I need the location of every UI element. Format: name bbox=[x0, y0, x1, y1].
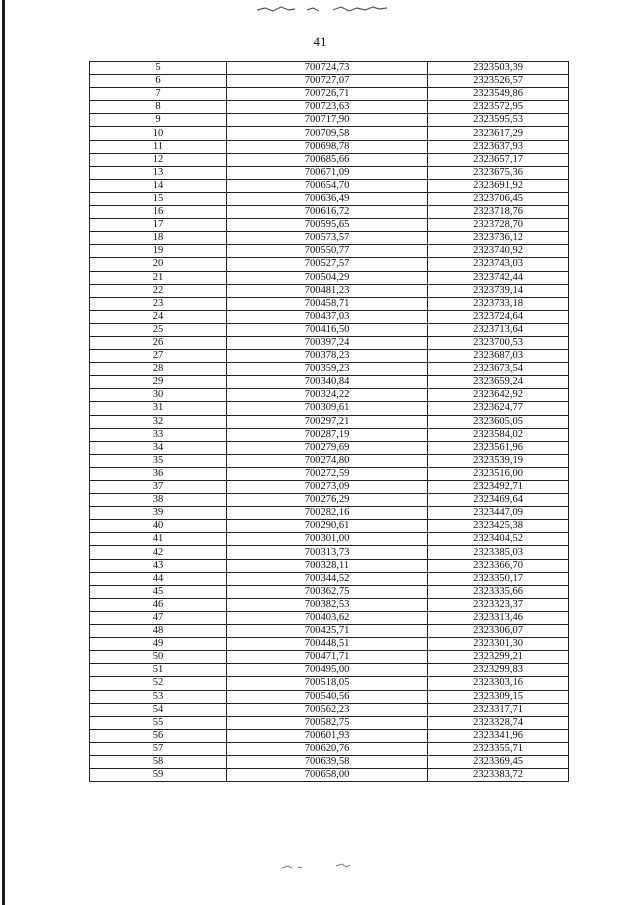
point-number-cell: 52 bbox=[90, 677, 227, 690]
table-row bbox=[90, 350, 569, 363]
point-number-cell: 11 bbox=[90, 140, 227, 153]
point-number-cell: 38 bbox=[90, 494, 227, 507]
point-number-cell: 41 bbox=[90, 533, 227, 546]
point-number-cell: 5 bbox=[90, 62, 227, 75]
scan-artifact-bottom bbox=[280, 858, 360, 872]
point-number-cell: 12 bbox=[90, 153, 227, 166]
table-row bbox=[90, 769, 569, 782]
y-coordinate-cell: 2323469,64 bbox=[428, 494, 569, 507]
table-row bbox=[90, 428, 569, 441]
point-number-cell: 18 bbox=[90, 232, 227, 245]
y-coordinate-cell: 2323673,54 bbox=[428, 363, 569, 376]
x-coordinate-cell: 700495,00 bbox=[227, 664, 428, 677]
point-number-cell: 53 bbox=[90, 690, 227, 703]
table-row bbox=[90, 140, 569, 153]
table-row bbox=[90, 297, 569, 310]
x-coordinate-cell: 700279,69 bbox=[227, 441, 428, 454]
y-coordinate-cell: 2323383,72 bbox=[428, 769, 569, 782]
point-number-cell: 6 bbox=[90, 75, 227, 88]
y-coordinate-cell: 2323718,76 bbox=[428, 206, 569, 219]
y-coordinate-cell: 2323526,57 bbox=[428, 75, 569, 88]
table-row bbox=[90, 389, 569, 402]
y-coordinate-cell: 2323617,29 bbox=[428, 127, 569, 140]
table-row bbox=[90, 755, 569, 768]
x-coordinate-cell: 700471,71 bbox=[227, 651, 428, 664]
x-coordinate-cell: 700601,93 bbox=[227, 729, 428, 742]
point-number-cell: 40 bbox=[90, 520, 227, 533]
y-coordinate-cell: 2323323,37 bbox=[428, 598, 569, 611]
x-coordinate-cell: 700639,58 bbox=[227, 755, 428, 768]
y-coordinate-cell: 2323561,96 bbox=[428, 441, 569, 454]
table-row bbox=[90, 258, 569, 271]
table-row bbox=[90, 166, 569, 179]
page-number: 41 bbox=[313, 34, 327, 49]
table-row bbox=[90, 546, 569, 559]
table-row bbox=[90, 520, 569, 533]
x-coordinate-cell: 700340,84 bbox=[227, 376, 428, 389]
table-row bbox=[90, 638, 569, 651]
table-row bbox=[90, 533, 569, 546]
table-row bbox=[90, 101, 569, 114]
y-coordinate-cell: 2323385,03 bbox=[428, 546, 569, 559]
scan-artifact-top bbox=[255, 4, 395, 14]
y-coordinate-cell: 2323503,39 bbox=[428, 62, 569, 75]
point-number-cell: 46 bbox=[90, 598, 227, 611]
y-coordinate-cell: 2323303,16 bbox=[428, 677, 569, 690]
x-coordinate-cell: 700636,49 bbox=[227, 192, 428, 205]
table-row bbox=[90, 454, 569, 467]
x-coordinate-cell: 700287,19 bbox=[227, 428, 428, 441]
x-coordinate-cell: 700727,07 bbox=[227, 75, 428, 88]
x-coordinate-cell: 700403,62 bbox=[227, 611, 428, 624]
x-coordinate-cell: 700726,71 bbox=[227, 88, 428, 101]
y-coordinate-cell: 2323675,36 bbox=[428, 166, 569, 179]
x-coordinate-cell: 700458,71 bbox=[227, 297, 428, 310]
point-number-cell: 47 bbox=[90, 611, 227, 624]
table-row bbox=[90, 271, 569, 284]
point-number-cell: 37 bbox=[90, 481, 227, 494]
y-coordinate-cell: 2323637,93 bbox=[428, 140, 569, 153]
y-coordinate-cell: 2323740,92 bbox=[428, 245, 569, 258]
x-coordinate-cell: 700276,29 bbox=[227, 494, 428, 507]
y-coordinate-cell: 2323306,07 bbox=[428, 625, 569, 638]
x-coordinate-cell: 700378,23 bbox=[227, 350, 428, 363]
y-coordinate-cell: 2323691,92 bbox=[428, 179, 569, 192]
point-number-cell: 23 bbox=[90, 297, 227, 310]
y-coordinate-cell: 2323595,53 bbox=[428, 114, 569, 127]
x-coordinate-cell: 700671,09 bbox=[227, 166, 428, 179]
x-coordinate-cell: 700654,70 bbox=[227, 179, 428, 192]
y-coordinate-cell: 2323742,44 bbox=[428, 271, 569, 284]
x-coordinate-cell: 700582,75 bbox=[227, 716, 428, 729]
point-number-cell: 17 bbox=[90, 219, 227, 232]
table-row bbox=[90, 179, 569, 192]
point-number-cell: 16 bbox=[90, 206, 227, 219]
x-coordinate-cell: 700382,53 bbox=[227, 598, 428, 611]
coordinates-table-body bbox=[90, 62, 569, 782]
x-coordinate-cell: 700425,71 bbox=[227, 625, 428, 638]
table-row bbox=[90, 664, 569, 677]
table-row bbox=[90, 585, 569, 598]
table-row bbox=[90, 127, 569, 140]
table-row bbox=[90, 651, 569, 664]
x-coordinate-cell: 700540,56 bbox=[227, 690, 428, 703]
point-number-cell: 58 bbox=[90, 755, 227, 768]
table-row bbox=[90, 310, 569, 323]
point-number-cell: 27 bbox=[90, 350, 227, 363]
table-row bbox=[90, 88, 569, 101]
y-coordinate-cell: 2323739,14 bbox=[428, 284, 569, 297]
y-coordinate-cell: 2323687,03 bbox=[428, 350, 569, 363]
x-coordinate-cell: 700481,23 bbox=[227, 284, 428, 297]
y-coordinate-cell: 2323706,45 bbox=[428, 192, 569, 205]
x-coordinate-cell: 700620,76 bbox=[227, 742, 428, 755]
table-row bbox=[90, 114, 569, 127]
point-number-cell: 59 bbox=[90, 769, 227, 782]
table-row bbox=[90, 441, 569, 454]
point-number-cell: 14 bbox=[90, 179, 227, 192]
y-coordinate-cell: 2323743,03 bbox=[428, 258, 569, 271]
y-coordinate-cell: 2323700,53 bbox=[428, 336, 569, 349]
table-row bbox=[90, 572, 569, 585]
y-coordinate-cell: 2323605,05 bbox=[428, 415, 569, 428]
point-number-cell: 28 bbox=[90, 363, 227, 376]
x-coordinate-cell: 700658,00 bbox=[227, 769, 428, 782]
table-row bbox=[90, 703, 569, 716]
point-number-cell: 19 bbox=[90, 245, 227, 258]
point-number-cell: 54 bbox=[90, 703, 227, 716]
point-number-cell: 56 bbox=[90, 729, 227, 742]
point-number-cell: 13 bbox=[90, 166, 227, 179]
table-row bbox=[90, 677, 569, 690]
point-number-cell: 20 bbox=[90, 258, 227, 271]
x-coordinate-cell: 700272,59 bbox=[227, 467, 428, 480]
x-coordinate-cell: 700724,73 bbox=[227, 62, 428, 75]
y-coordinate-cell: 2323317,71 bbox=[428, 703, 569, 716]
x-coordinate-cell: 700328,11 bbox=[227, 559, 428, 572]
y-coordinate-cell: 2323539,19 bbox=[428, 454, 569, 467]
point-number-cell: 55 bbox=[90, 716, 227, 729]
point-number-cell: 26 bbox=[90, 336, 227, 349]
y-coordinate-cell: 2323299,21 bbox=[428, 651, 569, 664]
point-number-cell: 44 bbox=[90, 572, 227, 585]
x-coordinate-cell: 700301,00 bbox=[227, 533, 428, 546]
x-coordinate-cell: 700397,24 bbox=[227, 336, 428, 349]
point-number-cell: 15 bbox=[90, 192, 227, 205]
table-row bbox=[90, 206, 569, 219]
table-row bbox=[90, 363, 569, 376]
table-row bbox=[90, 729, 569, 742]
point-number-cell: 22 bbox=[90, 284, 227, 297]
point-number-cell: 30 bbox=[90, 389, 227, 402]
table-row bbox=[90, 507, 569, 520]
y-coordinate-cell: 2323355,71 bbox=[428, 742, 569, 755]
y-coordinate-cell: 2323369,45 bbox=[428, 755, 569, 768]
point-number-cell: 9 bbox=[90, 114, 227, 127]
y-coordinate-cell: 2323447,09 bbox=[428, 507, 569, 520]
x-coordinate-cell: 700709,58 bbox=[227, 127, 428, 140]
y-coordinate-cell: 2323299,83 bbox=[428, 664, 569, 677]
point-number-cell: 7 bbox=[90, 88, 227, 101]
y-coordinate-cell: 2323350,17 bbox=[428, 572, 569, 585]
point-number-cell: 34 bbox=[90, 441, 227, 454]
y-coordinate-cell: 2323341,96 bbox=[428, 729, 569, 742]
x-coordinate-cell: 700723,63 bbox=[227, 101, 428, 114]
table-row bbox=[90, 742, 569, 755]
point-number-cell: 21 bbox=[90, 271, 227, 284]
y-coordinate-cell: 2323366,70 bbox=[428, 559, 569, 572]
x-coordinate-cell: 700685,66 bbox=[227, 153, 428, 166]
table-row bbox=[90, 245, 569, 258]
x-coordinate-cell: 700282,16 bbox=[227, 507, 428, 520]
y-coordinate-cell: 2323657,17 bbox=[428, 153, 569, 166]
point-number-cell: 33 bbox=[90, 428, 227, 441]
y-coordinate-cell: 2323516,00 bbox=[428, 467, 569, 480]
point-number-cell: 51 bbox=[90, 664, 227, 677]
x-coordinate-cell: 700290,61 bbox=[227, 520, 428, 533]
point-number-cell: 8 bbox=[90, 101, 227, 114]
point-number-cell: 24 bbox=[90, 310, 227, 323]
x-coordinate-cell: 700416,50 bbox=[227, 323, 428, 336]
y-coordinate-cell: 2323624,77 bbox=[428, 402, 569, 415]
point-number-cell: 29 bbox=[90, 376, 227, 389]
x-coordinate-cell: 700313,73 bbox=[227, 546, 428, 559]
x-coordinate-cell: 700616,72 bbox=[227, 206, 428, 219]
point-number-cell: 43 bbox=[90, 559, 227, 572]
x-coordinate-cell: 700573,57 bbox=[227, 232, 428, 245]
x-coordinate-cell: 700362,75 bbox=[227, 585, 428, 598]
point-number-cell: 50 bbox=[90, 651, 227, 664]
y-coordinate-cell: 2323659,24 bbox=[428, 376, 569, 389]
scan-left-edge bbox=[2, 0, 5, 905]
point-number-cell: 36 bbox=[90, 467, 227, 480]
table-row bbox=[90, 467, 569, 480]
y-coordinate-cell: 2323584,02 bbox=[428, 428, 569, 441]
y-coordinate-cell: 2323425,38 bbox=[428, 520, 569, 533]
x-coordinate-cell: 700717,90 bbox=[227, 114, 428, 127]
point-number-cell: 42 bbox=[90, 546, 227, 559]
table-row bbox=[90, 323, 569, 336]
table-row bbox=[90, 232, 569, 245]
point-number-cell: 35 bbox=[90, 454, 227, 467]
x-coordinate-cell: 700527,57 bbox=[227, 258, 428, 271]
table-row bbox=[90, 219, 569, 232]
table-row bbox=[90, 690, 569, 703]
y-coordinate-cell: 2323736,12 bbox=[428, 232, 569, 245]
x-coordinate-cell: 700698,78 bbox=[227, 140, 428, 153]
table-row bbox=[90, 153, 569, 166]
x-coordinate-cell: 700297,21 bbox=[227, 415, 428, 428]
x-coordinate-cell: 700273,09 bbox=[227, 481, 428, 494]
point-number-cell: 45 bbox=[90, 585, 227, 598]
table-row bbox=[90, 611, 569, 624]
table-row bbox=[90, 559, 569, 572]
x-coordinate-cell: 700344,52 bbox=[227, 572, 428, 585]
y-coordinate-cell: 2323642,92 bbox=[428, 389, 569, 402]
table-row bbox=[90, 494, 569, 507]
x-coordinate-cell: 700437,03 bbox=[227, 310, 428, 323]
x-coordinate-cell: 700274,80 bbox=[227, 454, 428, 467]
x-coordinate-cell: 700448,51 bbox=[227, 638, 428, 651]
table-row bbox=[90, 625, 569, 638]
y-coordinate-cell: 2323328,74 bbox=[428, 716, 569, 729]
x-coordinate-cell: 700504,29 bbox=[227, 271, 428, 284]
y-coordinate-cell: 2323713,64 bbox=[428, 323, 569, 336]
point-number-cell: 57 bbox=[90, 742, 227, 755]
table-row bbox=[90, 402, 569, 415]
x-coordinate-cell: 700309,61 bbox=[227, 402, 428, 415]
table-row bbox=[90, 192, 569, 205]
table-row bbox=[90, 62, 569, 75]
y-coordinate-cell: 2323309,15 bbox=[428, 690, 569, 703]
table-row bbox=[90, 284, 569, 297]
point-number-cell: 31 bbox=[90, 402, 227, 415]
y-coordinate-cell: 2323313,46 bbox=[428, 611, 569, 624]
x-coordinate-cell: 700595,65 bbox=[227, 219, 428, 232]
table-row bbox=[90, 598, 569, 611]
table-row bbox=[90, 481, 569, 494]
point-number-cell: 48 bbox=[90, 625, 227, 638]
x-coordinate-cell: 700359,23 bbox=[227, 363, 428, 376]
point-number-cell: 39 bbox=[90, 507, 227, 520]
x-coordinate-cell: 700550,77 bbox=[227, 245, 428, 258]
x-coordinate-cell: 700562,23 bbox=[227, 703, 428, 716]
y-coordinate-cell: 2323301,30 bbox=[428, 638, 569, 651]
x-coordinate-cell: 700518,05 bbox=[227, 677, 428, 690]
point-number-cell: 25 bbox=[90, 323, 227, 336]
x-coordinate-cell: 700324,22 bbox=[227, 389, 428, 402]
y-coordinate-cell: 2323492,71 bbox=[428, 481, 569, 494]
coordinates-table bbox=[89, 61, 569, 782]
y-coordinate-cell: 2323728,70 bbox=[428, 219, 569, 232]
table-row bbox=[90, 336, 569, 349]
y-coordinate-cell: 2323404,52 bbox=[428, 533, 569, 546]
table-row bbox=[90, 716, 569, 729]
y-coordinate-cell: 2323572,95 bbox=[428, 101, 569, 114]
point-number-cell: 32 bbox=[90, 415, 227, 428]
table-row bbox=[90, 75, 569, 88]
y-coordinate-cell: 2323335,66 bbox=[428, 585, 569, 598]
y-coordinate-cell: 2323733,18 bbox=[428, 297, 569, 310]
point-number-cell: 10 bbox=[90, 127, 227, 140]
table-row bbox=[90, 376, 569, 389]
y-coordinate-cell: 2323724,64 bbox=[428, 310, 569, 323]
point-number-cell: 49 bbox=[90, 638, 227, 651]
table-row bbox=[90, 415, 569, 428]
y-coordinate-cell: 2323549,86 bbox=[428, 88, 569, 101]
